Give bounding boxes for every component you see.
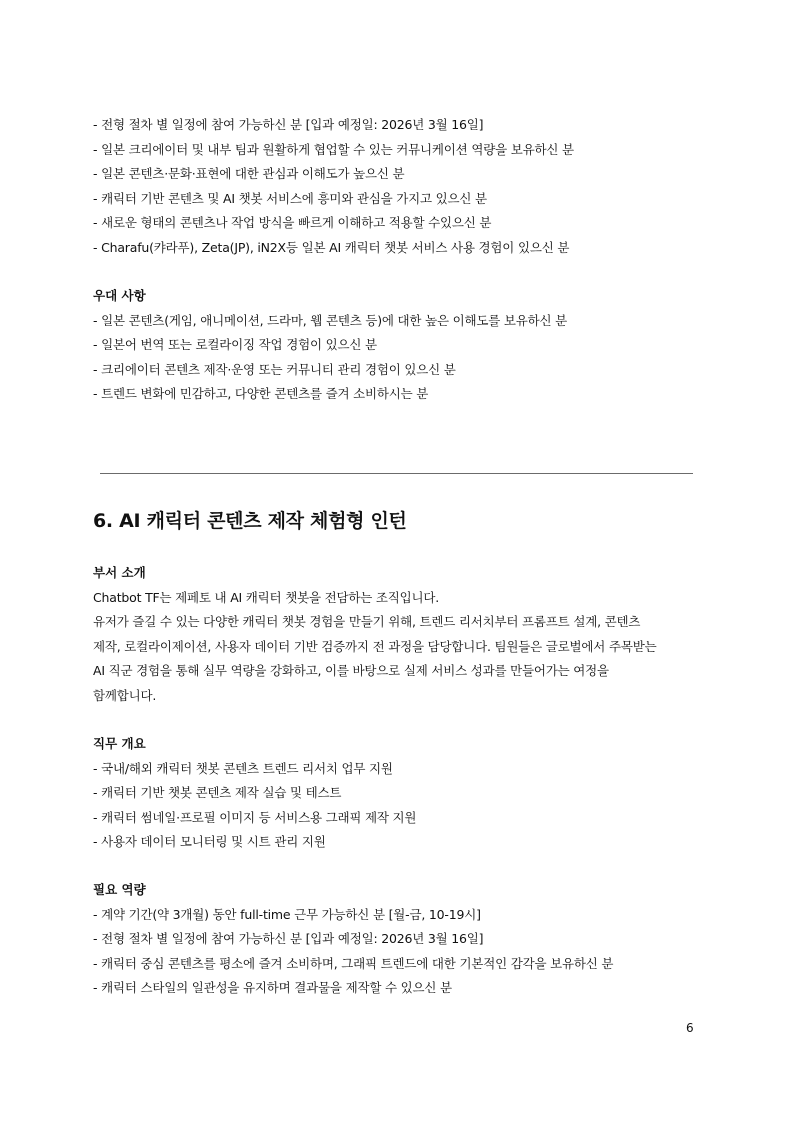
list-item: - Charafu(캬라푸), Zeta(JP), iN2X등 일본 AI 캐릭터 챗봇 서비스 사용 경험이 있으신 분: [93, 239, 570, 255]
list-item: - 일본 콘텐츠·문화·표현에 대한 관심과 이해도가 높으신 분: [93, 166, 405, 181]
job-overview-heading: 직무 개요: [93, 736, 146, 751]
requirements-section: [93, 878, 703, 1001]
list-item: - 일본 크리에이터 및 내부 팀과 원활하게 협업할 수 있는 커뮤니케이션 역량을 보유하신 분: [93, 141, 574, 157]
dept-intro-section: [93, 561, 703, 708]
list-item: - 일본어 번역 또는 로컬라이징 작업 경험이 있으신 분: [93, 337, 377, 352]
list-item: - 사용자 데이터 모니터링 및 시트 관리 지원: [93, 834, 326, 849]
preferred-section: [93, 284, 703, 407]
list-item: - 캐릭터 중심 콘텐츠를 평소에 즐겨 소비하며, 그래픽 트렌드에 대한 기본적인 감각을 보유하신 분: [93, 955, 614, 971]
section-divider: [100, 473, 693, 474]
section-title: 6. AI 캐릭터 콘텐츠 제작 체험형 인턴: [93, 510, 407, 532]
paragraph-line: Chatbot TF는 제페토 내 AI 캐릭터 챗봇을 전담하는 조직입니다.: [93, 589, 440, 605]
paragraph-line: 유저가 즐길 수 있는 다양한 캐릭터 챗봇 경험을 만들기 위해, 트렌드 리서치부터 프롬프트 설계, 콘텐츠: [93, 614, 641, 629]
list-item: - 새로운 형태의 콘텐츠나 작업 방식을 빠르게 이해하고 적용할 수있으신 분: [93, 215, 492, 230]
list-item: - 전형 절차 별 일정에 참여 가능하신 분 [입과 예정일: 2026년 3월 16일]: [93, 931, 484, 946]
requirements-heading: 필요 역량: [93, 882, 146, 897]
preferred-heading: 우대 사항: [93, 288, 146, 303]
list-item: - 캐릭터 기반 콘텐츠 및 AI 챗봇 서비스에 흥미와 관심을 가지고 있으신 분: [93, 190, 487, 206]
list-item: - 캐릭터 썸네일·프로필 이미지 등 서비스용 그래픽 제작 지원: [93, 809, 417, 825]
paragraph-line: 함께합니다.: [93, 687, 157, 703]
job-overview-section: [93, 732, 703, 855]
paragraph-line: AI 직군 경험을 통해 실무 역량을 강화하고, 이를 바탕으로 실제 서비스 성과를 만들어가는 여정을: [93, 663, 609, 678]
list-item: - 캐릭터 기반 챗봇 콘텐츠 제작 실습 및 테스트: [93, 785, 342, 800]
list-item: - 크리에이터 콘텐츠 제작·운영 또는 커뮤니티 관리 경험이 있으신 분: [93, 361, 456, 377]
page-number: 6: [686, 1021, 694, 1035]
list-item: - 국내/해외 캐릭터 챗봇 콘텐츠 트렌드 리서치 업무 지원: [93, 760, 393, 776]
list-item: - 전형 절차 별 일정에 참여 가능하신 분 [입과 예정일: 2026년 3월 16일]: [93, 117, 484, 132]
dept-intro-heading: 부서 소개: [93, 565, 146, 580]
paragraph-line: 제작, 로컬라이제이션, 사용자 데이터 기반 검증까지 전 과정을 담당합니다. 팀원들은 글로벌에서 주목받는: [93, 638, 657, 654]
list-item: - 캐릭터 스타일의 일관성을 유지하며 결과물을 제작할 수 있으신 분: [93, 980, 452, 995]
list-item: - 일본 콘텐츠(게임, 애니메이션, 드라마, 웹 콘텐츠 등)에 대한 높은 이해도를 보유하신 분: [93, 312, 568, 328]
list-item: - 계약 기간(약 3개월) 동안 full-time 근무 가능하신 분 [월-금, 10-19시]: [93, 906, 481, 922]
list-item: - 트렌드 변화에 민감하고, 다양한 콘텐츠를 즐겨 소비하시는 분: [93, 386, 429, 401]
continued-requirements-list: [93, 113, 703, 260]
